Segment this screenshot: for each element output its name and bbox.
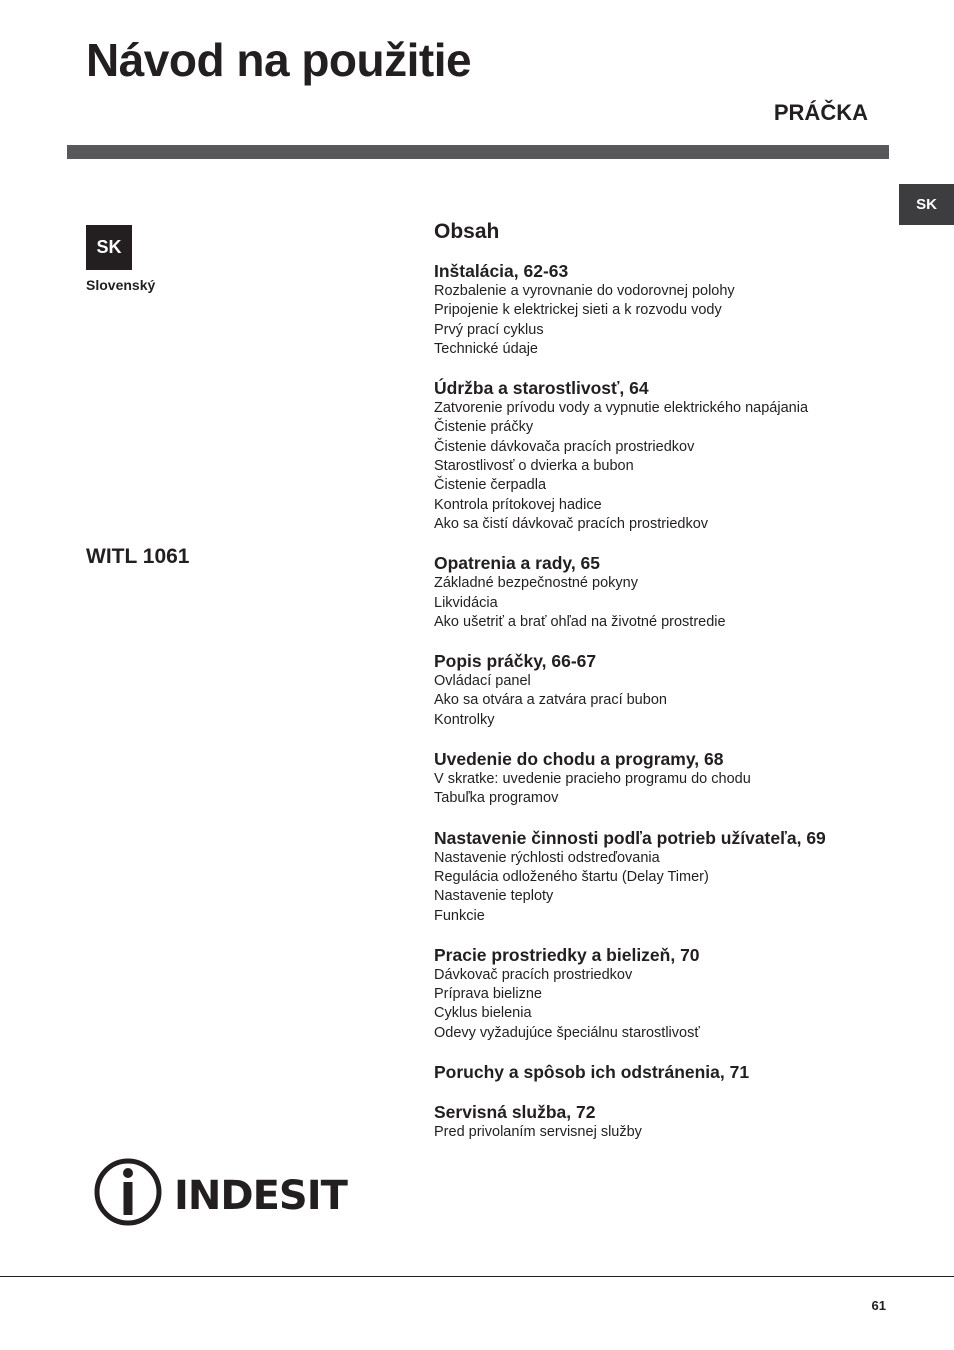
toc-item-list [434, 282, 904, 359]
toc-section [434, 944, 904, 1043]
toc-item: Nastavenie rýchlosti odstreďovania [434, 849, 660, 866]
toc-section [434, 827, 904, 926]
toc-item: Dávkovač pracích prostriedkov [434, 966, 633, 983]
logo-text: INDESIT [174, 1173, 347, 1219]
indesit-logo [94, 1158, 354, 1226]
toc-item: Technické údaje [434, 340, 538, 357]
toc-item: Regulácia odloženého štartu (Delay Timer) [434, 868, 709, 885]
language-badge: SK [86, 225, 132, 270]
toc-item: Odevy vyžadujúce špeciálnu starostlivosť [434, 1024, 700, 1041]
toc-section-title: Poruchy a spôsob ich odstránenia, 71 [434, 1062, 750, 1083]
model-name: WITL 1061 [86, 545, 190, 568]
toc-item-list [434, 399, 904, 534]
language-side-tab: SK [899, 184, 954, 225]
toc-section-title: Pracie prostriedky a bielizeň, 70 [434, 944, 700, 965]
toc-item-list [434, 770, 904, 809]
toc-sections [434, 260, 904, 1142]
toc-item: Čistenie práčky [434, 419, 534, 436]
toc-item: Základné bezpečnostné pokyny [434, 575, 638, 592]
toc-item: Čistenie dávkovača pracích prostriedkov [434, 438, 695, 455]
toc-item: Ako sa čistí dávkovač pracích prostriedkov [434, 515, 709, 532]
toc-item: Pripojenie k elektrickej sieti a k rozvodu vody [434, 302, 722, 319]
toc-section [434, 1061, 904, 1083]
toc-item: Starostlivosť o dvierka a bubon [434, 458, 634, 475]
header-divider-bar [67, 145, 889, 159]
toc-item: Kontrola prítokovej hadice [434, 496, 602, 513]
page-title: Návod na použitie [86, 34, 472, 86]
table-of-contents [434, 218, 904, 1160]
toc-item: Ako sa otvára a zatvára prací bubon [434, 692, 667, 709]
toc-section [434, 552, 904, 632]
toc-item: Likvidácia [434, 594, 498, 611]
toc-section-title: Nastavenie činnosti podľa potrieb užívateľa, 69 [434, 827, 826, 848]
toc-section [434, 748, 904, 809]
page-number: 61 [871, 1298, 886, 1313]
toc-item: Funkcie [434, 907, 485, 924]
toc-item: Cyklus bielenia [434, 1005, 532, 1022]
footer-rule [0, 1276, 954, 1277]
page-subtitle: PRÁČKA [773, 100, 868, 125]
toc-section-title: Popis práčky, 66-67 [434, 651, 597, 672]
toc-item: Príprava bielizne [434, 986, 542, 1003]
toc-item: Ako ušetriť a brať ohľad na životné prostredie [434, 613, 726, 630]
toc-item: Ovládací panel [434, 673, 531, 690]
toc-item: Tabuľka programov [434, 790, 559, 807]
toc-item: Nastavenie teploty [434, 888, 554, 905]
toc-item-list [434, 849, 904, 926]
toc-section-title: Inštalácia, 62-63 [434, 261, 569, 281]
toc-item-list [434, 672, 904, 730]
toc-item-list [434, 1123, 904, 1142]
toc-section [434, 650, 904, 730]
toc-item: Prvý prací cyklus [434, 321, 544, 338]
toc-section-title: Uvedenie do chodu a programy, 68 [434, 749, 724, 770]
toc-item: Kontrolky [434, 711, 495, 728]
toc-heading: Obsah [434, 220, 500, 243]
toc-item-list [434, 966, 904, 1043]
indesit-logo-icon [94, 1158, 354, 1226]
toc-item: Čistenie čerpadla [434, 477, 547, 494]
toc-item: Rozbalenie a vyrovnanie do vodorovnej polohy [434, 283, 735, 299]
language-label: Slovenský [86, 277, 156, 293]
toc-item: Zatvorenie prívodu vody a vypnutie elektrického napájania [434, 400, 809, 417]
toc-section [434, 1101, 904, 1142]
toc-section-title: Údržba a starostlivosť, 64 [434, 378, 649, 399]
toc-section-title: Opatrenia a rady, 65 [434, 553, 601, 574]
toc-section [434, 260, 904, 359]
toc-item-list [434, 574, 904, 632]
toc-section [434, 377, 904, 534]
toc-item: Pred privolaním servisnej služby [434, 1124, 642, 1141]
toc-section-title: Servisná služba, 72 [434, 1102, 596, 1123]
toc-item: V skratke: uvedenie pracieho programu do chodu [434, 771, 751, 788]
